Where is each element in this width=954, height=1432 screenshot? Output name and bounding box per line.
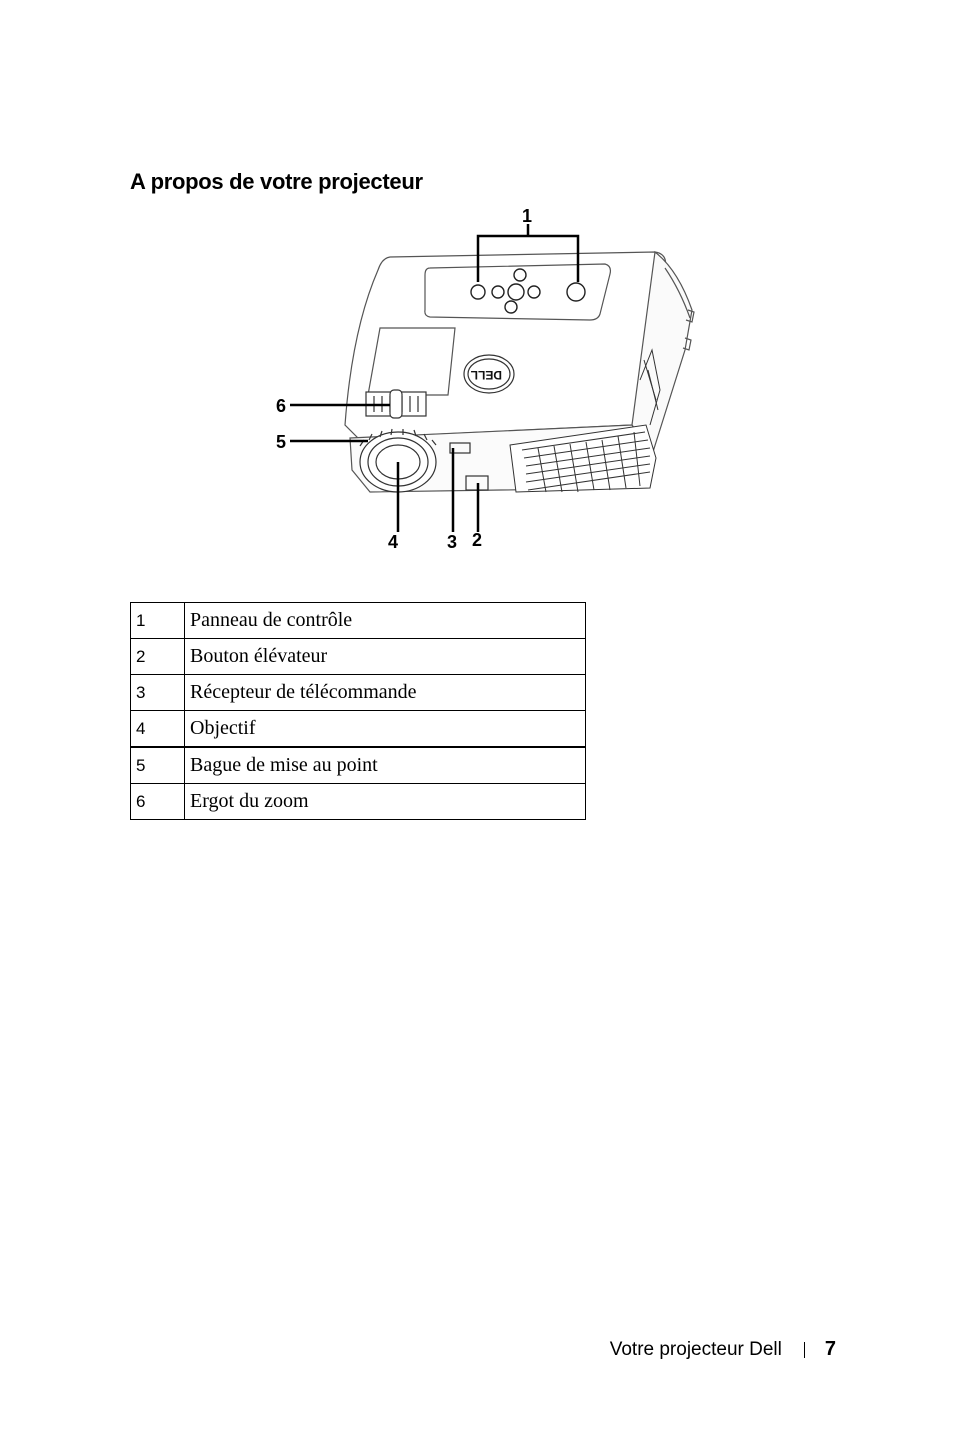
callout-3: 3: [447, 532, 458, 552]
callout-2: 2: [472, 530, 483, 550]
footer-chapter-title: Votre projecteur Dell: [609, 1338, 782, 1360]
page-footer: [610, 1338, 836, 1361]
legend-label: Panneau de contrôle: [185, 603, 586, 639]
table-row: [131, 784, 586, 820]
callout-5: 5: [276, 432, 287, 452]
legend-label: Ergot du zoom: [185, 784, 586, 820]
legend-label: Récepteur de télécommande: [185, 675, 586, 711]
table-row: [131, 639, 586, 675]
legend-number: 4: [131, 711, 185, 748]
callout-1: 1: [522, 206, 533, 226]
legend-number: 2: [131, 639, 185, 675]
table-row: [131, 711, 586, 748]
callout-4: 4: [388, 532, 399, 552]
legend-label: Bague de mise au point: [185, 747, 586, 784]
footer-divider: [804, 1342, 805, 1358]
section-title: A propos de votre projecteur: [130, 169, 423, 194]
callout-6: 6: [276, 396, 287, 416]
dell-logo: DELL: [470, 368, 502, 382]
legend-table: [130, 602, 586, 820]
legend-label: Objectif: [185, 711, 586, 748]
legend-number: 6: [131, 784, 185, 820]
table-row: [131, 747, 586, 784]
legend-number: 3: [131, 675, 185, 711]
page-number: 7: [824, 1338, 836, 1360]
legend-number: 1: [131, 603, 185, 639]
legend-number: 5: [131, 747, 185, 784]
table-row: [131, 675, 586, 711]
legend-label: Bouton élévateur: [185, 639, 586, 675]
table-row: [131, 603, 586, 639]
projector-illustration: [260, 200, 720, 560]
